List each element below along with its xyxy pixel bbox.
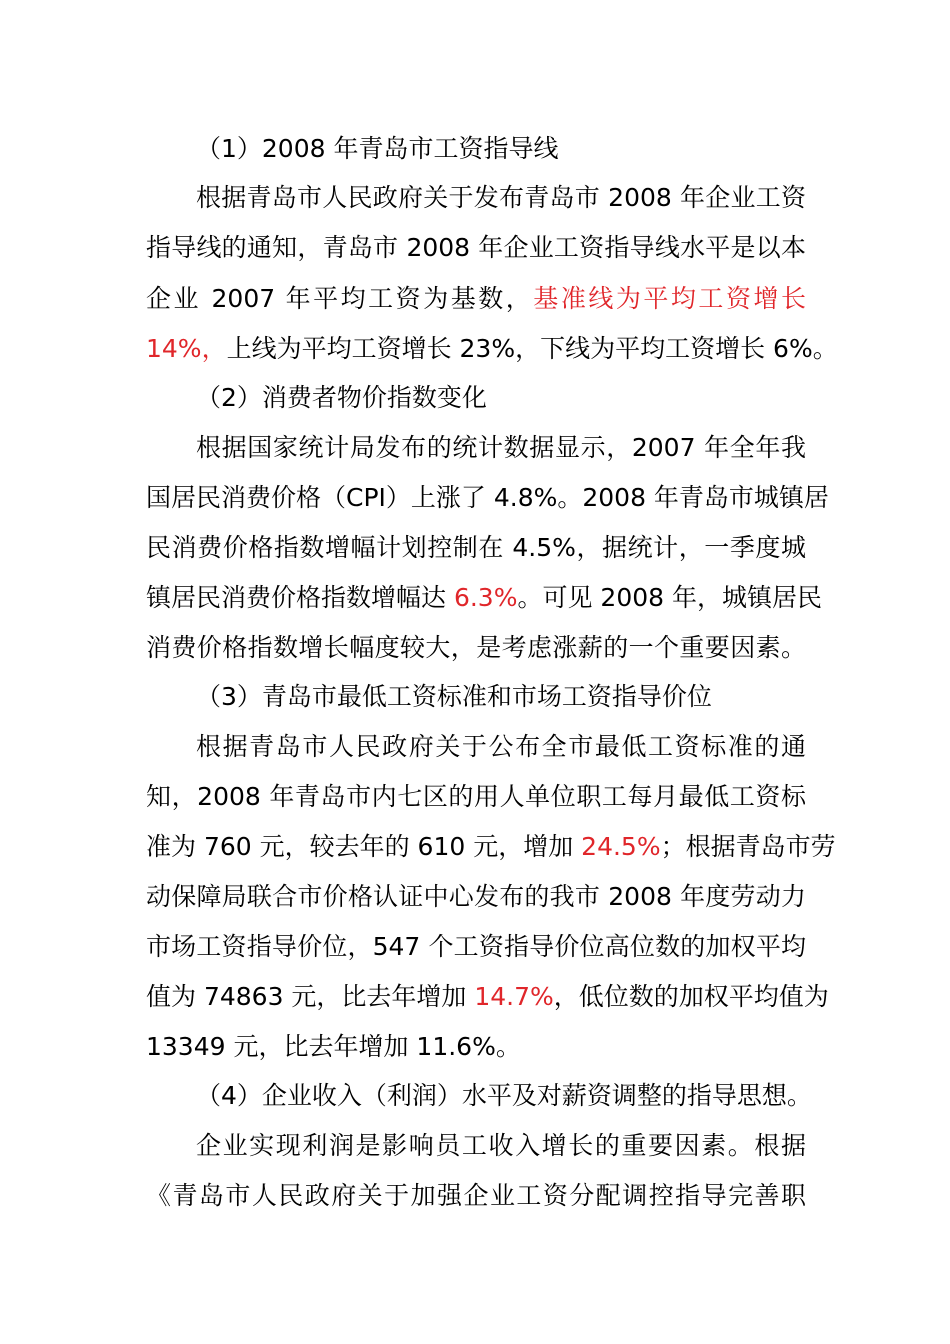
paragraph-line [196,1126,806,1166]
highlighted-text: 14.7% [474,982,554,1011]
text-run: （2）消费者物价指数变化 [196,383,487,412]
highlighted-text: 基准线为平均工资增长 [533,284,806,313]
highlighted-text: 6.3% [453,583,518,612]
paragraph-line [146,478,829,518]
text-run: 指导线的通知，青岛市 2008 年企业工资指导线水平是以本 [146,233,806,262]
paragraph-line [146,1176,806,1216]
text-run: ；根据青岛市劳 [660,832,836,861]
paragraph-line [196,727,806,767]
paragraph-line [146,329,838,369]
text-run: 上线为平均工资增长 23%，下线为平均工资增长 6%。 [226,334,838,363]
highlighted-text: 24.5% [581,832,661,861]
paragraph-line [146,977,829,1017]
paragraph-line [146,827,836,867]
text-run: （4）企业收入（利润）水平及对薪资调整的指导思想。 [196,1081,812,1110]
text-run: 根据国家统计局发布的统计数据显示，2007 年全年我 [196,433,806,462]
section-heading-2 [196,378,806,418]
paragraph-line [146,228,806,268]
paragraph-line [146,279,806,319]
text-run: 消费价格指数增长幅度较大，是考虑涨薪的一个重要因素。 [146,633,806,662]
text-run: 准为 760 元，较去年的 610 元，增加 [146,832,582,861]
paragraph-line [146,628,806,668]
paragraph-line [146,927,806,967]
text-run: 企业 2007 年平均工资为基数， [146,284,534,313]
text-run: 镇居民消费价格指数增幅达 [146,583,454,612]
section-heading-4 [196,1076,812,1116]
text-run: （3）青岛市最低工资标准和市场工资指导价位 [196,682,712,711]
text-run: 根据青岛市人民政府关于公布全市最低工资标准的通 [196,732,806,761]
text-run: 企业实现利润是影响员工收入增长的重要因素。根据 [196,1131,806,1160]
text-run: 根据青岛市人民政府关于发布青岛市 2008 年企业工资 [196,183,806,212]
paragraph-line [146,877,806,917]
text-run: 国居民消费价格（CPI）上涨了 4.8%。2008 年青岛市城镇居 [146,483,829,512]
text-run: 市场工资指导价位，547 个工资指导价位高位数的加权平均 [146,932,806,961]
text-run: 。可见 2008 年，城镇居民 [517,583,822,612]
text-run: 动保障局联合市价格认证中心发布的我市 2008 年度劳动力 [146,882,806,911]
text-run: 知，2008 年青岛市内七区的用人单位职工每月最低工资标 [146,782,806,811]
text-run: （1）2008 年青岛市工资指导线 [196,134,559,163]
text-run: ，低位数的加权平均值为 [553,982,829,1011]
text-run: 《青岛市人民政府关于加强企业工资分配调控指导完善职 [146,1181,806,1210]
paragraph-line [146,528,806,568]
paragraph-line [146,578,822,618]
section-heading-3 [196,677,806,717]
text-run: 民消费价格指数增幅计划控制在 4.5%，据统计，一季度城 [146,533,806,562]
paragraph-line [196,178,806,218]
paragraph-line [146,1027,806,1067]
text-run: 值为 74863 元，比去年增加 [146,982,475,1011]
paragraph-line [196,428,806,468]
highlighted-text: 14%， [146,334,227,363]
section-heading-1 [196,129,806,169]
text-run: 13349 元，比去年增加 11.6%。 [146,1032,521,1061]
paragraph-line [146,777,806,817]
